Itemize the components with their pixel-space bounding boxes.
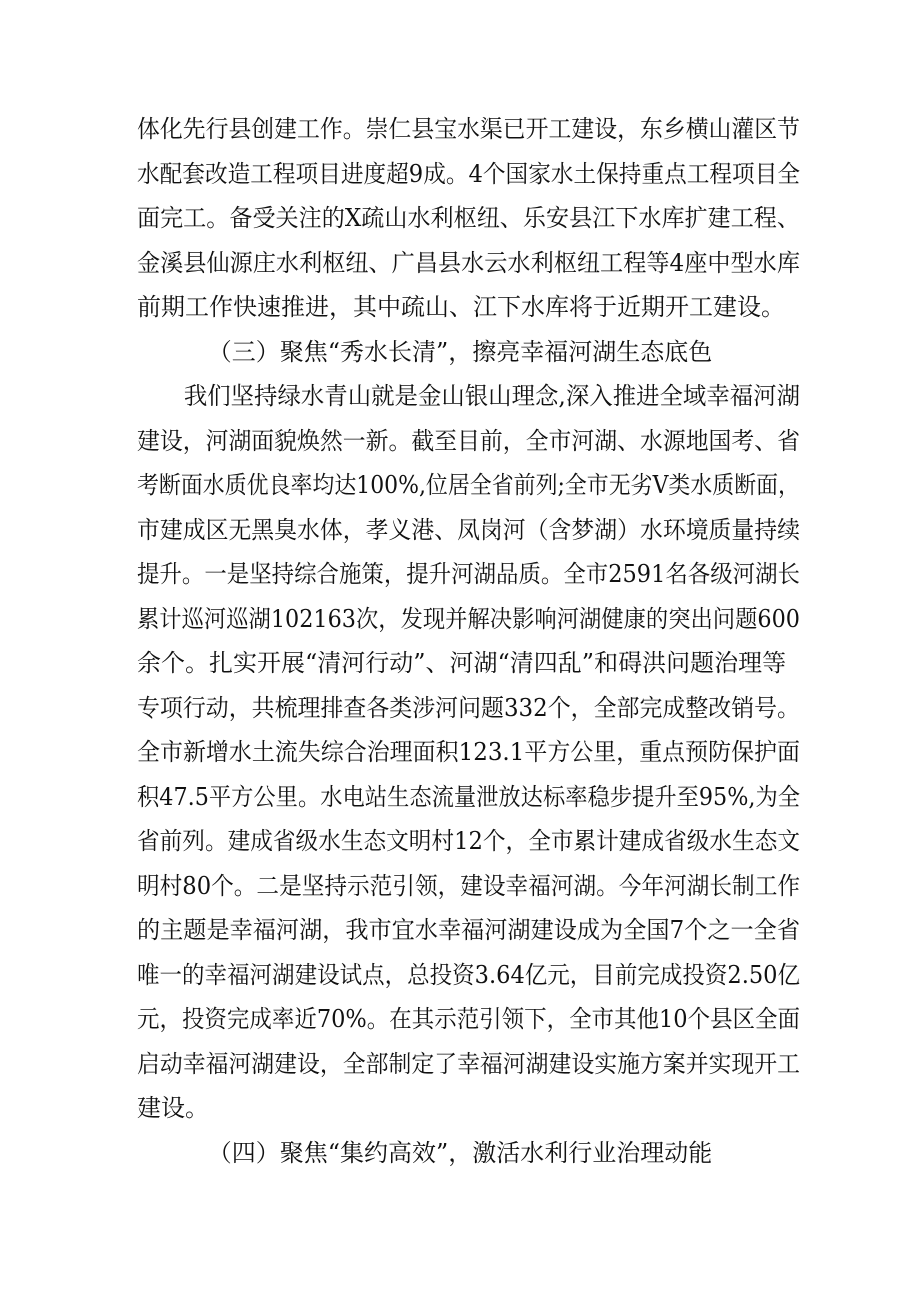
body-line: 累计巡河巡湖102163次，发现并解决影响河湖健康的突出问题600	[137, 605, 800, 633]
body-line: 明村80个。二是坚持示范引领，建设幸福河湖。今年河湖长制工作	[137, 872, 800, 900]
body-line: 市建成区无黑臭水体，孝义港、凤岗河（含梦湖）水环境质量持续	[137, 516, 800, 544]
body-line: 考断面水质优良率均达100%,位居全省前列;全市无劣V类水质断面，	[137, 471, 800, 499]
body-line: 建设，河湖面貌焕然一新。截至目前，全市河湖、水源地国考、省	[137, 427, 800, 455]
body-line: 前期工作快速推进，其中疏山、江下水库将于近期开工建设。	[137, 293, 785, 321]
body-line: 余个。扎实开展“清河行动”、河湖“清四乱”和碍洪问题治理等	[137, 649, 787, 677]
body-line: 专项行动，共梳理排查各类涉河问题332个，全部完成整改销号。	[137, 694, 800, 722]
body-line: 的主题是幸福河湖，我市宜水幸福河湖建设成为全国7个之一全省	[137, 916, 800, 944]
body-line: 金溪县仙源庄水利枢纽、广昌县水云水利枢纽工程等4座中型水库	[137, 249, 800, 277]
body-line: 提升。一是坚持综合施策，提升河湖品质。全市2591名各级河湖长	[137, 560, 800, 588]
body-line: 唯一的幸福河湖建设试点，总投资3.64亿元，目前完成投资2.50亿	[137, 961, 800, 989]
body-line: 省前列。建成省级水生态文明村12个，全市累计建成省级水生态文	[137, 827, 800, 855]
body-line: 水配套改造工程项目进度超9成。4个国家水土保持重点工程项目全	[137, 160, 800, 188]
section-heading-4: （四）聚焦“集约高效”，激活水利行业治理动能	[207, 1139, 713, 1167]
body-line: 积47.5平方公里。水电站生态流量泄放达标率稳步提升至95%,为全	[137, 783, 800, 811]
body-line: 启动幸福河湖建设，全部制定了幸福河湖建设实施方案并实现开工	[137, 1050, 800, 1078]
body-line: 体化先行县创建工作。崇仁县宝水渠已开工建设，东乡横山灌区节	[137, 115, 800, 143]
body-line: 建设。	[137, 1094, 209, 1122]
body-line: 元，投资完成率近70%。在其示范引领下，全市其他10个县区全面	[137, 1005, 800, 1033]
body-line: 我们坚持绿水青山就是金山银山理念,深入推进全域幸福河湖	[137, 382, 800, 410]
section-heading-3: （三）聚焦“秀水长清”，擦亮幸福河湖生态底色	[207, 338, 713, 366]
body-line: 面完工。备受关注的X疏山水利枢纽、乐安县江下水库扩建工程、	[137, 204, 800, 232]
body-line: 全市新增水土流失综合治理面积123.1平方公里，重点预防保护面	[137, 738, 800, 766]
